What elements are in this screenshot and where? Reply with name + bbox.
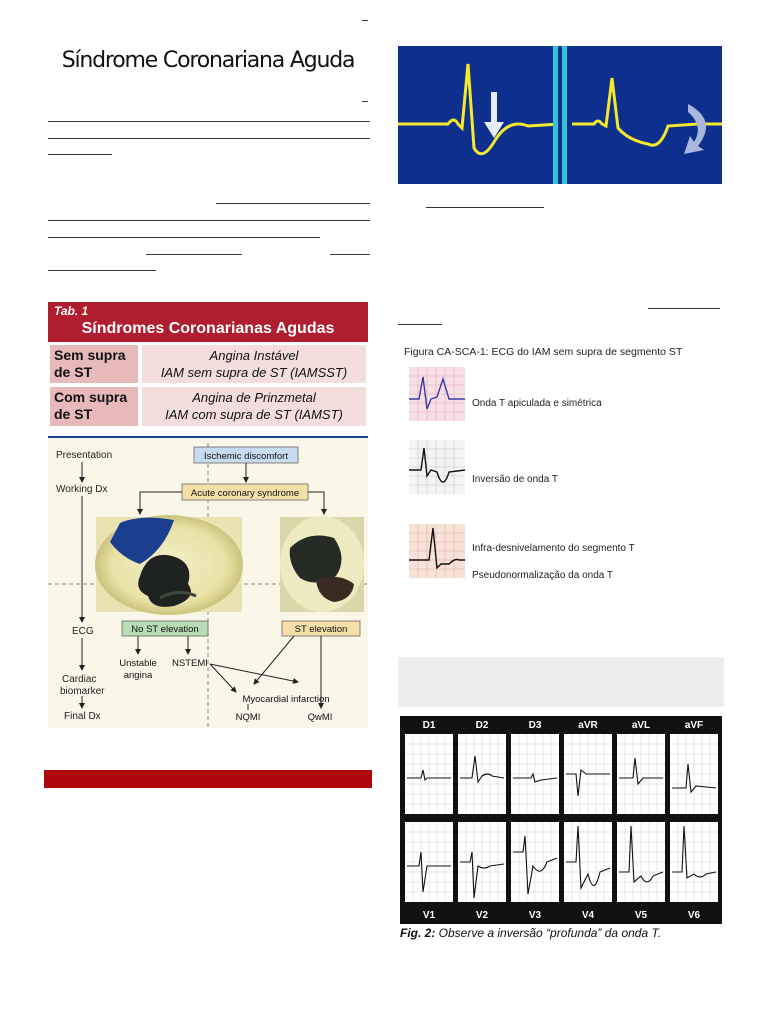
table-row-value: [142, 387, 366, 426]
ecg-thumb-svg: [409, 367, 465, 421]
text-line: [426, 207, 544, 208]
ecg-st-image: [398, 46, 722, 184]
label-working-dx: Working Dx: [56, 484, 108, 495]
no-st-label: No ST elevation: [131, 624, 199, 635]
ecg-label-4: Pseudonormalização da onda T: [472, 570, 614, 581]
ecg-thumb-t-inversion: [409, 440, 465, 494]
note-box: [398, 657, 724, 707]
fig2-caption-bold: Fig. 2:: [400, 926, 436, 940]
lead-label-d3: D3: [528, 720, 542, 731]
ecg-label-2: Inversão de onda T: [472, 474, 558, 485]
text-line: [330, 254, 370, 255]
lead-label-v4: V4: [581, 910, 595, 921]
ecg-panel-d2: [458, 734, 506, 814]
label-final-dx: Final Dx: [64, 711, 101, 722]
lead-label-avr: aVR: [578, 720, 598, 731]
table-header: [48, 302, 368, 342]
fig2-caption-text: Observe a inversão “profunda” da onda T.: [435, 926, 662, 940]
ecg-panel-v5: [617, 822, 665, 902]
text-line: [362, 101, 368, 102]
ecg-panel-avl: [617, 734, 665, 814]
row-value-line: Angina de Prinzmetal: [192, 390, 316, 405]
thrombus-photo-2: [280, 516, 364, 612]
table-row-label: [50, 387, 138, 426]
lead-label-v6: V6: [687, 910, 701, 921]
text-line: [216, 203, 370, 204]
ecg-panel-v3: [511, 822, 559, 902]
row-value-line: IAM sem supra de ST (IAMSST): [160, 365, 348, 380]
row-value-line: IAM com supra de ST (IAMST): [165, 407, 343, 422]
ecg-thumb-svg: [409, 440, 465, 494]
lead-label-d2: D2: [475, 720, 489, 731]
text-line: [146, 254, 242, 255]
unstable-angina-line2: angina: [123, 670, 153, 681]
text-line: [48, 138, 370, 139]
label-presentation: Presentation: [56, 450, 113, 461]
ecg-st-svg: [398, 46, 722, 184]
text-line: [362, 20, 368, 21]
acs-label: Acute coronary syndrome: [190, 488, 300, 499]
ecg-panel-v6: [670, 822, 718, 902]
mi-label: Myocardial infarction: [242, 694, 330, 705]
table-row-value: [142, 345, 366, 383]
ecg-thumb-svg: [409, 524, 465, 578]
ecg-label-3: Infra-desnivelamento do segmento T: [472, 543, 635, 554]
lead-label-d1: D1: [422, 720, 436, 731]
qwmi-label: QwMI: [307, 712, 333, 723]
flowchart-svg: [48, 438, 368, 728]
label-ecg: ECG: [72, 626, 94, 637]
thrombus-photo-1: [95, 515, 243, 615]
row-label-line: Sem supra: [54, 347, 126, 363]
fig2-caption: [400, 926, 661, 940]
ecg-label-1: Onda T apiculada e simétrica: [472, 398, 602, 409]
lead-label-v5: V5: [634, 910, 648, 921]
syndromes-table: [48, 302, 368, 428]
ecg-thumb-peaked-t: [409, 367, 465, 421]
ecg-panel-v1: [405, 822, 453, 902]
section-bar: [44, 770, 372, 788]
text-line: [48, 121, 370, 122]
curved-arrow-icon: [684, 104, 706, 154]
lead-label-avl: aVL: [631, 720, 651, 731]
ecg-12-lead: [400, 716, 722, 924]
text-line: [48, 270, 156, 271]
lead-label-v3: V3: [528, 910, 542, 921]
document-title: Síndrome Coronariana Aguda: [61, 48, 355, 73]
acs-flowchart: [48, 436, 368, 728]
ecg-panel-d1: [405, 734, 453, 814]
table-row-label: [50, 345, 138, 383]
lead-label-avf: aVF: [684, 720, 704, 731]
text-line: [648, 308, 720, 309]
ecg-figure-caption: Figura CA-SCA-1: ECG do IAM sem supra de segmento ST: [404, 346, 683, 358]
ecg-panel-avr: [564, 734, 612, 814]
ecg-panel-v2: [458, 822, 506, 902]
ecg-panel-v4: [564, 822, 612, 902]
nqmi-label: NQMI: [235, 712, 261, 723]
text-line: [48, 154, 112, 155]
unstable-angina-line1: Unstable: [119, 658, 157, 669]
lead-label-v1: V1: [422, 910, 436, 921]
text-line: [48, 237, 320, 238]
ecg-panel-d3: [511, 734, 559, 814]
ecg-panel-avf: [670, 734, 718, 814]
label-biomarker: biomarker: [60, 686, 105, 697]
ecg-thumb-st-depression: [409, 524, 465, 578]
row-label-line: Com supra: [54, 389, 128, 405]
row-label-line: de ST: [54, 406, 93, 422]
lead-label-v2: V2: [475, 910, 489, 921]
text-line: [48, 220, 370, 221]
row-label-line: de ST: [54, 364, 93, 380]
table-number: Tab. 1: [54, 304, 89, 318]
st-label: ST elevation: [294, 624, 348, 635]
row-value-line: Angina Instável: [209, 348, 299, 363]
table-title: Síndromes Coronarianas Agudas: [81, 320, 335, 337]
label-cardiac: Cardiac: [62, 674, 97, 685]
nstemi-label: NSTEMI: [172, 658, 208, 669]
ischemic-label: Ischemic discomfort: [204, 451, 288, 462]
ecg-12-lead-svg: [400, 716, 722, 924]
text-line: [398, 324, 442, 325]
